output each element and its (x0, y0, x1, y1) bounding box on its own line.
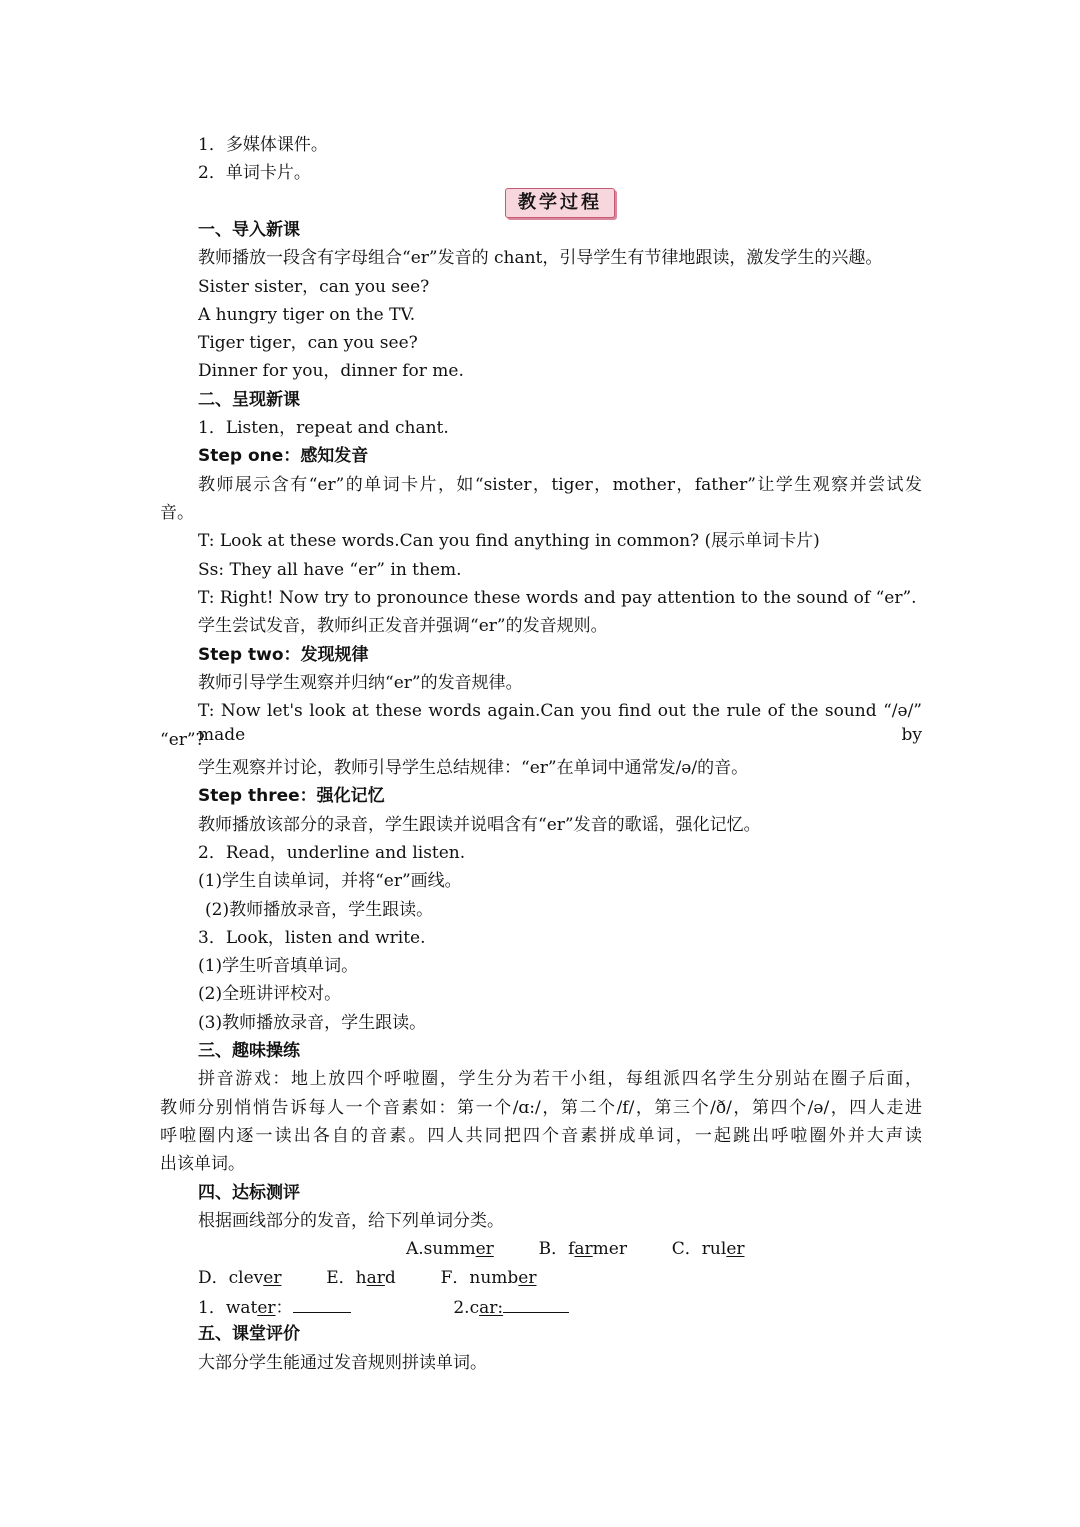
game-paragraph-line-4: 出该单词。 (160, 1154, 245, 1174)
answer-blank-1[interactable] (293, 1294, 351, 1313)
step-one-title: 感知发音 (300, 446, 369, 466)
activity-2-step-1: (1)学生自读单词，并将“er”画线。 (198, 871, 462, 891)
option-b: B．farmer (538, 1239, 627, 1259)
step-one-paragraph: 教师展示含有“er”的单词卡片，如“sister，tiger，mother，father”让学生观察并尝试发 (198, 475, 922, 495)
activity-3-step-1: (1)学生听音填单词。 (198, 956, 359, 976)
dialogue-line-2: Ss: They all have “er” in them. (198, 560, 462, 580)
activity-3-step-2: (2)全班讲评校对。 (198, 984, 342, 1004)
activity-3-title: 3．Look，listen and write. (198, 928, 426, 948)
dialogue-line-3: T: Right! Now try to pronounce these words and pay attention to the sound of “er”. (198, 588, 917, 608)
step-one-paragraph-cont: 音。 (160, 503, 194, 523)
section-4-instruction: 根据画线部分的发音，给下列单词分类。 (198, 1211, 504, 1231)
game-paragraph-line-2: 教师分别悄悄告诉每人一个音素如：第一个/ɑ:/，第二个/f/，第三个/ð/，第四个/ə/，四人走进 (160, 1098, 922, 1118)
chant-line-3: Tiger tiger，can you see? (198, 333, 418, 353)
word-options-row-1 (406, 1237, 745, 1261)
step-three-label: Step three： (198, 786, 317, 806)
section-5-heading: 五、课堂评价 (198, 1324, 300, 1344)
dialogue-line-1: T: Look at these words.Can you find anything in common? (展示单词卡片) (198, 531, 820, 551)
game-paragraph-line-1: 拼音游戏：地上放四个呼啦圈，学生分为若干小组，每组派四名学生分别站在圈子后面， (198, 1069, 922, 1089)
option-d: D．clever (198, 1268, 282, 1288)
step-three-title: 强化记忆 (316, 786, 385, 806)
step-two-dialogue: T: Now let's look at these words again.Can you find out the rule of the sound “/ə/” made by (198, 701, 922, 745)
section-4-heading: 四、达标测评 (198, 1183, 300, 1203)
activity-1-title: 1．Listen，repeat and chant. (198, 418, 449, 438)
activity-3-step-3: (3)教师播放录音，学生跟读。 (198, 1013, 427, 1033)
step-one-heading (198, 444, 922, 468)
activity-2-title: 2．Read，underline and listen. (198, 843, 466, 863)
step-two-label: Step two： (198, 645, 301, 665)
activity-2-step-2: (2)教师播放录音，学生跟读。 (205, 900, 434, 920)
section-3-heading: 三、趣味操练 (198, 1041, 300, 1061)
chant-line-2: A hungry tiger on the TV. (198, 305, 416, 325)
section-5-paragraph: 大部分学生能通过发音规则拼读单词。 (198, 1353, 487, 1373)
chant-line-1: Sister sister，can you see? (198, 277, 430, 297)
section-badge-label: 教学过程 (518, 192, 602, 213)
answer-line (198, 1294, 922, 1320)
chant-line-4: Dinner for you，dinner for me. (198, 361, 464, 381)
section-2-heading: 二、呈现新课 (198, 390, 300, 410)
step-two-title: 发现规律 (300, 645, 369, 665)
option-a: A.summer (406, 1239, 494, 1259)
answer-blank-2[interactable] (503, 1294, 569, 1313)
material-item-1: 1．多媒体课件。 (198, 135, 328, 155)
word-options-row-2 (198, 1266, 922, 1290)
game-paragraph-line-3: 呼啦圈内逐一读出各自的音素。四人共同把四个音素拼成单词，一起跳出呼啦圈外并大声读 (160, 1126, 922, 1146)
question-1: 1．water： (198, 1298, 351, 1318)
step-one-summary: 学生尝试发音，教师纠正发音并强调“er”的发音规则。 (198, 616, 608, 636)
option-e: E．hard (326, 1268, 396, 1288)
section-1-heading: 一、导入新课 (198, 220, 300, 240)
step-two-paragraph: 教师引导学生观察并归纳“er”的发音规律。 (198, 673, 523, 693)
material-item-2: 2．单词卡片。 (198, 163, 311, 183)
section-badge (505, 188, 615, 218)
option-f: F．number (440, 1268, 537, 1288)
step-one-label: Step one： (198, 446, 301, 466)
step-two-summary: 学生观察并讨论，教师引导学生总结规律：“er”在单词中通常发/ə/的音。 (198, 758, 749, 778)
step-three-heading (198, 784, 922, 808)
step-two-dialogue-cont: “er”? (160, 730, 205, 750)
question-2: 2.car: (453, 1298, 569, 1318)
option-c: C．ruler (671, 1239, 745, 1259)
section-1-paragraph: 教师播放一段含有字母组合“er”发音的 chant，引导学生有节律地跟读，激发学生的兴趣。 (198, 248, 883, 268)
step-two-heading (198, 643, 922, 667)
step-three-paragraph: 教师播放该部分的录音，学生跟读并说唱含有“er”发音的歌谣，强化记忆。 (198, 815, 761, 835)
